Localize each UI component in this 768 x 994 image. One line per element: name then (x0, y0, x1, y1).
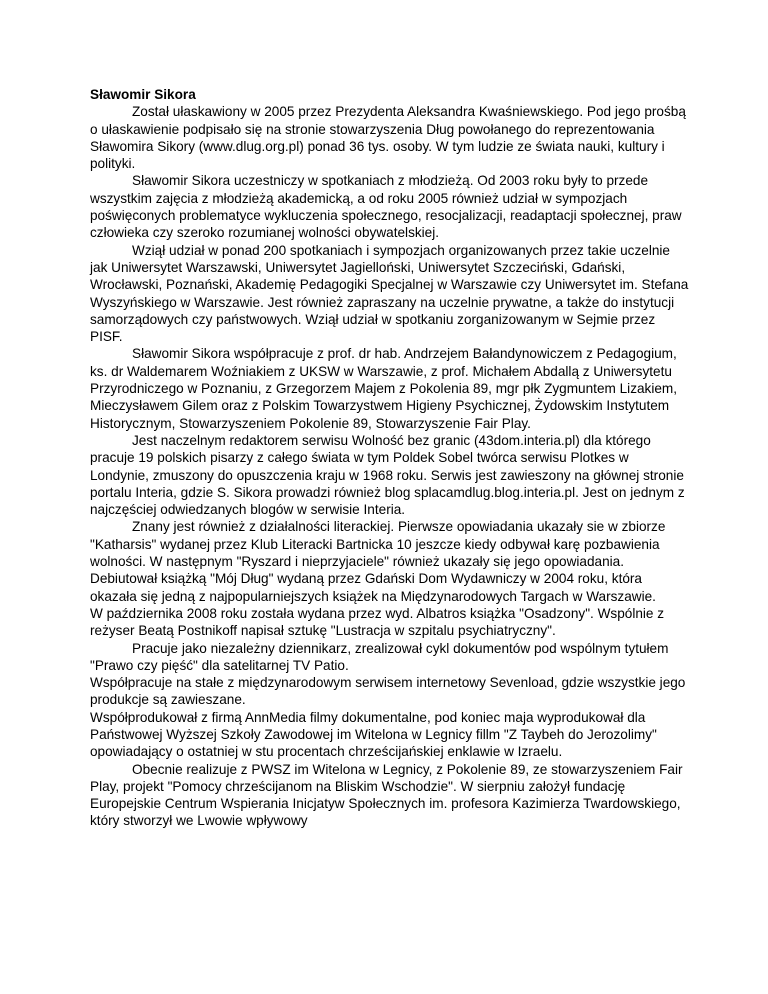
paragraph-documentaries: Współprodukował z firmą AnnMedia filmy dokumentalne, pod koniec maja wyprodukował dla Państwowej Wyższej Szkoły Zawodowej im Witelona w Legnicy fillm "Z Taybeh do Jerozolimy" opowiadający o ostatniej w stu procentach chrześcijańskiej enklawie w Izraelu. (90, 709, 657, 760)
paragraph-editor: Jest naczelnym redaktorem serwisu Wolność bez granic (43dom.interia.pl) dla którego pracuje 19 polskich pisarzy z całego świata w tym Poldek Sobel twórca serwisu Plotkes w Londynie, zmuszony do opuszczenia kraju w 1968 roku. Serwis jest zawieszony na głównej stronie portalu Interia, gdzie S. Sikora prowadzi również blog splacamdlug.blog.interia.pl. Jest on jednym z najczęściej odwiedzanych blogów w serwisie Interia. (90, 432, 685, 518)
paragraph-literary: Znany jest również z działalności literackiej. Pierwsze opowiadania ukazały sie w zbiorze "Katharsis" wydanej przez Klub Literacki Bartnicka 10 jeszcze kiedy odbywał karę pozbawienia wolności. W następnym "Ryszard i nieprzyjaciele" również ukazały się jego opowiadania. (90, 519, 666, 570)
paragraph-youth-meetings: Sławomir Sikora uczestniczy w spotkaniach z młodzieżą. Od 2003 roku były to przede wszystkim zajęcia z młodzieżą akademicką, a od roku 2005 również udział w sympozjach poświęconych problematyce wykluczenia społecznego, resocjalizacji, readaptacji społecznej, praw człowieka czy szeroko rozumianej wolności obywatelskiej. (90, 173, 682, 241)
paragraph-debut: Debiutował książką "Mój Dług" wydaną przez Gdański Dom Wydawniczy w 2004 roku, która okazała się jedną z najpopularniejszych książek na Międzynarodowych Targach w Warszawie. (90, 571, 656, 604)
paragraph-current-projects: Obecnie realizuje z PWSZ im Witelona w Legnicy, z Pokolenie 89, ze stowarzyszeniem Fair Play, projekt "Pomocy chrześcijanom na Bliskim Wschodzie". W sierpniu założył fundację Europejskie Centrum Wspierania Inicjatyw Społecznych im. profesora Kazimierza Twardowskiego, który stworzył we Lwowie wpływowy (90, 761, 683, 829)
document-body (90, 103, 690, 829)
document-title: Sławomir Sikora (90, 87, 196, 102)
paragraph-symposia: Wziął udział w ponad 200 spotkaniach i sympozjach organizowanych przez takie uczelnie jak Uniwersytet Warszawski, Uniwersytet Jagielloński, Uniwersytet Szczeciński, Gdański, Wrocławski, Poznański, Akademię Pedagogiki Specjalnej w Warszawie czy Uniwersytet im. Stefana Wyszyńskiego w Warszawie. Jest również zapraszany na uczelnie prywatne, a także do instytucji samorządowych czy państwowych. Wziął udział w spotkaniu zorganizowanym w Sejmie przez PISF. (90, 242, 689, 345)
paragraph-osadzony: W października 2008 roku została wydana przez wyd. Albatros książka "Osadzony". Wspólnie z reżyser Beatą Postnikoff napisał sztukę "Lustracja w szpitalu psychiatryczny". (90, 605, 665, 639)
paragraph-journalist: Pracuje jako niezależny dziennikarz, zrealizował cykl dokumentów pod wspólnym tytułem "Prawo czy pięść" dla satelitarnej TV Patio. (90, 640, 669, 673)
paragraph-cooperation: Sławomir Sikora współpracuje z prof. dr hab. Andrzejem Bałandynowiczem z Pedagogium, ks. dr Waldemarem Woźniakiem z UKSW w Warszawie, z prof. Michałem Abdallą z Uniwersytetu Przyrodniczego w Poznaniu, z Grzegorzem Majem z Pokolenia 89, mgr płk Zygmuntem Lizakiem, Mieczysławem Gilem oraz z Polskim Towarzystwem Higieny Psychicznej, Żydowskim Instytutem Historycznym, Stowarzyszeniem Pokolenie 89, Stowarzyszenie Fair Play. (90, 346, 678, 431)
paragraph-pardon: Został ułaskawiony w 2005 przez Prezydenta Aleksandra Kwaśniewskiego. Pod jego prośbą o ułaskawienie podpisało się na stronie stowarzyszenia Dług powołanego do reprezentowania Sławomira Sikory (www.dlug.org.pl) ponad 36 tys. osoby. W tym ludzie ze świata nauki, kultury i polityki. (90, 104, 686, 172)
document-page (90, 86, 690, 830)
paragraph-sevenload: Współpracuje na stałe z międzynarodowym serwisem internetowy Sevenload, gdzie wszystkie jego produkcje są zawieszane. (90, 675, 686, 708)
